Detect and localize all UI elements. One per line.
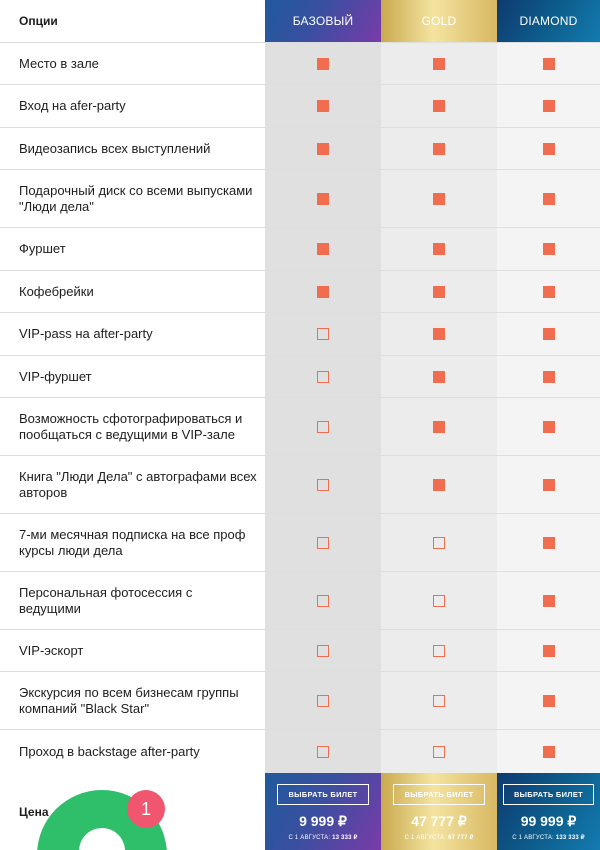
not-included-square-icon bbox=[433, 595, 445, 607]
price-diamond: 99 999 ₽ bbox=[520, 813, 577, 829]
feature-cell-diamond bbox=[497, 170, 600, 227]
feature-cell-gold bbox=[381, 170, 497, 227]
buy-ticket-diamond-button[interactable]: ВЫБРАТЬ БИЛЕТ bbox=[503, 784, 594, 805]
feature-cell-basic bbox=[265, 456, 381, 513]
feature-cell-diamond bbox=[497, 572, 600, 629]
not-included-square-icon bbox=[433, 645, 445, 657]
feature-cell-gold bbox=[381, 85, 497, 127]
options-header: Опции bbox=[0, 0, 265, 42]
included-square-icon bbox=[543, 421, 555, 433]
feature-cell-gold bbox=[381, 456, 497, 513]
included-square-icon bbox=[433, 100, 445, 112]
price-label: Цена bbox=[0, 773, 265, 850]
feature-label: Вход на afer-party bbox=[0, 85, 265, 127]
feature-row bbox=[0, 398, 600, 456]
chat-widget-inner bbox=[79, 828, 125, 850]
feature-cell-gold bbox=[381, 398, 497, 455]
feature-cell-gold bbox=[381, 313, 497, 355]
plan-header-basic: БАЗОВЫЙ bbox=[265, 0, 381, 42]
included-square-icon bbox=[433, 286, 445, 298]
feature-cell-diamond bbox=[497, 630, 600, 671]
feature-cell-gold bbox=[381, 572, 497, 629]
feature-row bbox=[0, 271, 600, 313]
price-basic: 9 999 ₽ bbox=[299, 813, 347, 829]
feature-cell-diamond bbox=[497, 271, 600, 312]
not-included-square-icon bbox=[433, 695, 445, 707]
feature-cell-basic bbox=[265, 85, 381, 127]
feature-cell-diamond bbox=[497, 730, 600, 773]
not-included-square-icon bbox=[317, 371, 329, 383]
feature-row bbox=[0, 356, 600, 398]
included-square-icon bbox=[543, 193, 555, 205]
feature-row bbox=[0, 128, 600, 170]
feature-row bbox=[0, 170, 600, 228]
notification-badge[interactable]: 1 bbox=[127, 790, 165, 828]
included-square-icon bbox=[317, 243, 329, 255]
feature-row bbox=[0, 43, 600, 85]
feature-row bbox=[0, 313, 600, 356]
included-square-icon bbox=[543, 286, 555, 298]
not-included-square-icon bbox=[433, 746, 445, 758]
feature-row bbox=[0, 630, 600, 672]
not-included-square-icon bbox=[317, 645, 329, 657]
feature-label: Подарочный диск со всеми выпусками "Люди дела" bbox=[0, 170, 265, 227]
included-square-icon bbox=[543, 479, 555, 491]
feature-label: Место в зале bbox=[0, 43, 265, 84]
buy-ticket-basic-button[interactable]: ВЫБРАТЬ БИЛЕТ bbox=[277, 784, 368, 805]
feature-row bbox=[0, 572, 600, 630]
included-square-icon bbox=[433, 143, 445, 155]
buy-ticket-gold-button[interactable]: ВЫБРАТЬ БИЛЕТ bbox=[393, 784, 484, 805]
feature-label: Возможность сфотографироваться и пообщаться с ведущими в VIP-зале bbox=[0, 398, 265, 455]
feature-cell-diamond bbox=[497, 128, 600, 169]
feature-label: 7-ми месячная подписка на все проф курсы люди дела bbox=[0, 514, 265, 571]
included-square-icon bbox=[433, 479, 445, 491]
feature-cell-basic bbox=[265, 228, 381, 270]
included-square-icon bbox=[433, 58, 445, 70]
included-square-icon bbox=[543, 371, 555, 383]
feature-row bbox=[0, 85, 600, 128]
included-square-icon bbox=[543, 645, 555, 657]
feature-cell-gold bbox=[381, 630, 497, 671]
included-square-icon bbox=[543, 695, 555, 707]
included-square-icon bbox=[433, 421, 445, 433]
included-square-icon bbox=[433, 193, 445, 205]
feature-cell-basic bbox=[265, 398, 381, 455]
feature-row bbox=[0, 672, 600, 730]
feature-label: Видеозапись всех выступлений bbox=[0, 128, 265, 169]
feature-cell-basic bbox=[265, 572, 381, 629]
feature-cell-basic bbox=[265, 356, 381, 397]
feature-label: Книга "Люди Дела" с автографами всех авторов bbox=[0, 456, 265, 513]
included-square-icon bbox=[317, 100, 329, 112]
feature-cell-diamond bbox=[497, 514, 600, 571]
price-cell-basic bbox=[265, 773, 381, 850]
feature-cell-diamond bbox=[497, 85, 600, 127]
feature-cell-gold bbox=[381, 672, 497, 729]
feature-cell-basic bbox=[265, 672, 381, 729]
price-gold: 47 777 ₽ bbox=[411, 813, 467, 829]
feature-cell-basic bbox=[265, 43, 381, 84]
not-included-square-icon bbox=[317, 421, 329, 433]
feature-label: VIP-pass на after-party bbox=[0, 313, 265, 355]
included-square-icon bbox=[543, 100, 555, 112]
feature-row bbox=[0, 730, 600, 773]
not-included-square-icon bbox=[317, 537, 329, 549]
feature-cell-gold bbox=[381, 128, 497, 169]
price-cell-diamond bbox=[497, 773, 600, 850]
feature-label: Фуршет bbox=[0, 228, 265, 270]
feature-label: Экскурсия по всем бизнесам группы компаний "Black Star" bbox=[0, 672, 265, 729]
feature-label: VIP-фуршет bbox=[0, 356, 265, 397]
not-included-square-icon bbox=[317, 695, 329, 707]
price-cell-gold bbox=[381, 773, 497, 850]
feature-label: VIP-эскорт bbox=[0, 630, 265, 671]
not-included-square-icon bbox=[317, 595, 329, 607]
feature-cell-basic bbox=[265, 313, 381, 355]
included-square-icon bbox=[543, 58, 555, 70]
feature-label: Кофебрейки bbox=[0, 271, 265, 312]
feature-cell-diamond bbox=[497, 313, 600, 355]
feature-cell-diamond bbox=[497, 43, 600, 84]
feature-cell-basic bbox=[265, 128, 381, 169]
included-square-icon bbox=[317, 143, 329, 155]
included-square-icon bbox=[543, 243, 555, 255]
feature-cell-gold bbox=[381, 514, 497, 571]
feature-cell-gold bbox=[381, 43, 497, 84]
feature-cell-gold bbox=[381, 228, 497, 270]
feature-row bbox=[0, 514, 600, 572]
not-included-square-icon bbox=[317, 746, 329, 758]
plan-header-gold: GOLD bbox=[381, 0, 497, 42]
included-square-icon bbox=[433, 371, 445, 383]
included-square-icon bbox=[433, 243, 445, 255]
feature-cell-diamond bbox=[497, 228, 600, 270]
not-included-square-icon bbox=[433, 537, 445, 549]
feature-row bbox=[0, 228, 600, 271]
feature-row bbox=[0, 456, 600, 514]
included-square-icon bbox=[317, 286, 329, 298]
included-square-icon bbox=[317, 193, 329, 205]
feature-label: Персональная фотосессия с ведущими bbox=[0, 572, 265, 629]
feature-cell-diamond bbox=[497, 672, 600, 729]
feature-cell-gold bbox=[381, 271, 497, 312]
included-square-icon bbox=[543, 595, 555, 607]
feature-cell-basic bbox=[265, 271, 381, 312]
feature-cell-diamond bbox=[497, 456, 600, 513]
price-note-gold: С 1 АВГУСТА: 67 777 ₽ bbox=[404, 835, 474, 841]
feature-cell-basic bbox=[265, 730, 381, 773]
included-square-icon bbox=[543, 328, 555, 340]
not-included-square-icon bbox=[317, 479, 329, 491]
feature-cell-basic bbox=[265, 170, 381, 227]
feature-cell-diamond bbox=[497, 356, 600, 397]
plan-header-diamond: DIAMOND bbox=[497, 0, 600, 42]
table-header-row bbox=[0, 0, 600, 43]
not-included-square-icon bbox=[317, 328, 329, 340]
included-square-icon bbox=[543, 746, 555, 758]
feature-cell-diamond bbox=[497, 398, 600, 455]
feature-cell-basic bbox=[265, 514, 381, 571]
included-square-icon bbox=[543, 143, 555, 155]
feature-cell-gold bbox=[381, 356, 497, 397]
price-note-basic: С 1 АВГУСТА: 13 333 ₽ bbox=[288, 835, 358, 841]
feature-label: Проход в backstage after-party bbox=[0, 730, 265, 773]
feature-cell-gold bbox=[381, 730, 497, 773]
included-square-icon bbox=[317, 58, 329, 70]
price-note-diamond: С 1 АВГУСТА: 133 333 ₽ bbox=[512, 835, 585, 841]
included-square-icon bbox=[433, 328, 445, 340]
included-square-icon bbox=[543, 537, 555, 549]
feature-cell-basic bbox=[265, 630, 381, 671]
